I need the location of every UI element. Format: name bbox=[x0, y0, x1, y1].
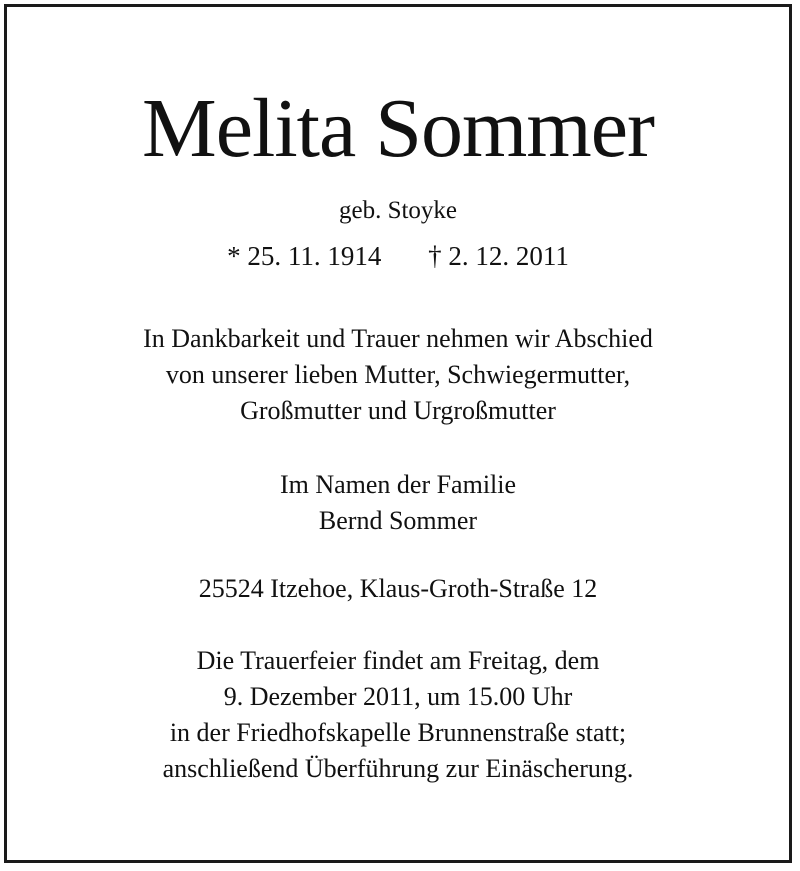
deceased-name: Melita Sommer bbox=[142, 82, 654, 175]
service-line: 9. Dezember 2011, um 15.00 Uhr bbox=[223, 682, 573, 711]
address-line: 25524 Itzehoe, Klaus-Groth-Straße 12 bbox=[198, 574, 598, 603]
life-dates bbox=[7, 239, 789, 273]
birth-date: * 25. 11. 1914 bbox=[227, 241, 382, 271]
address bbox=[7, 571, 789, 607]
farewell-text bbox=[7, 321, 789, 429]
family-line: Im Namen der Familie bbox=[279, 470, 517, 499]
farewell-line: In Dankbarkeit und Trauer nehmen wir Abschied bbox=[143, 324, 653, 353]
service-info bbox=[7, 643, 789, 787]
family-line: Bernd Sommer bbox=[318, 506, 478, 535]
service-line: anschließend Überführung zur Einäscherung. bbox=[162, 754, 634, 783]
farewell-line: Großmutter und Urgroßmutter bbox=[240, 396, 556, 425]
family-signature bbox=[7, 467, 789, 539]
notice-frame bbox=[4, 4, 792, 863]
death-date: † 2. 12. 2011 bbox=[428, 241, 569, 271]
farewell-line: von unserer lieben Mutter, Schwiegermutter, bbox=[165, 360, 631, 389]
maiden-name: geb. Stoyke bbox=[338, 197, 458, 224]
service-line: Die Trauerfeier findet am Freitag, dem bbox=[196, 646, 600, 675]
service-line: in der Friedhofskapelle Brunnenstraße statt; bbox=[169, 718, 627, 747]
